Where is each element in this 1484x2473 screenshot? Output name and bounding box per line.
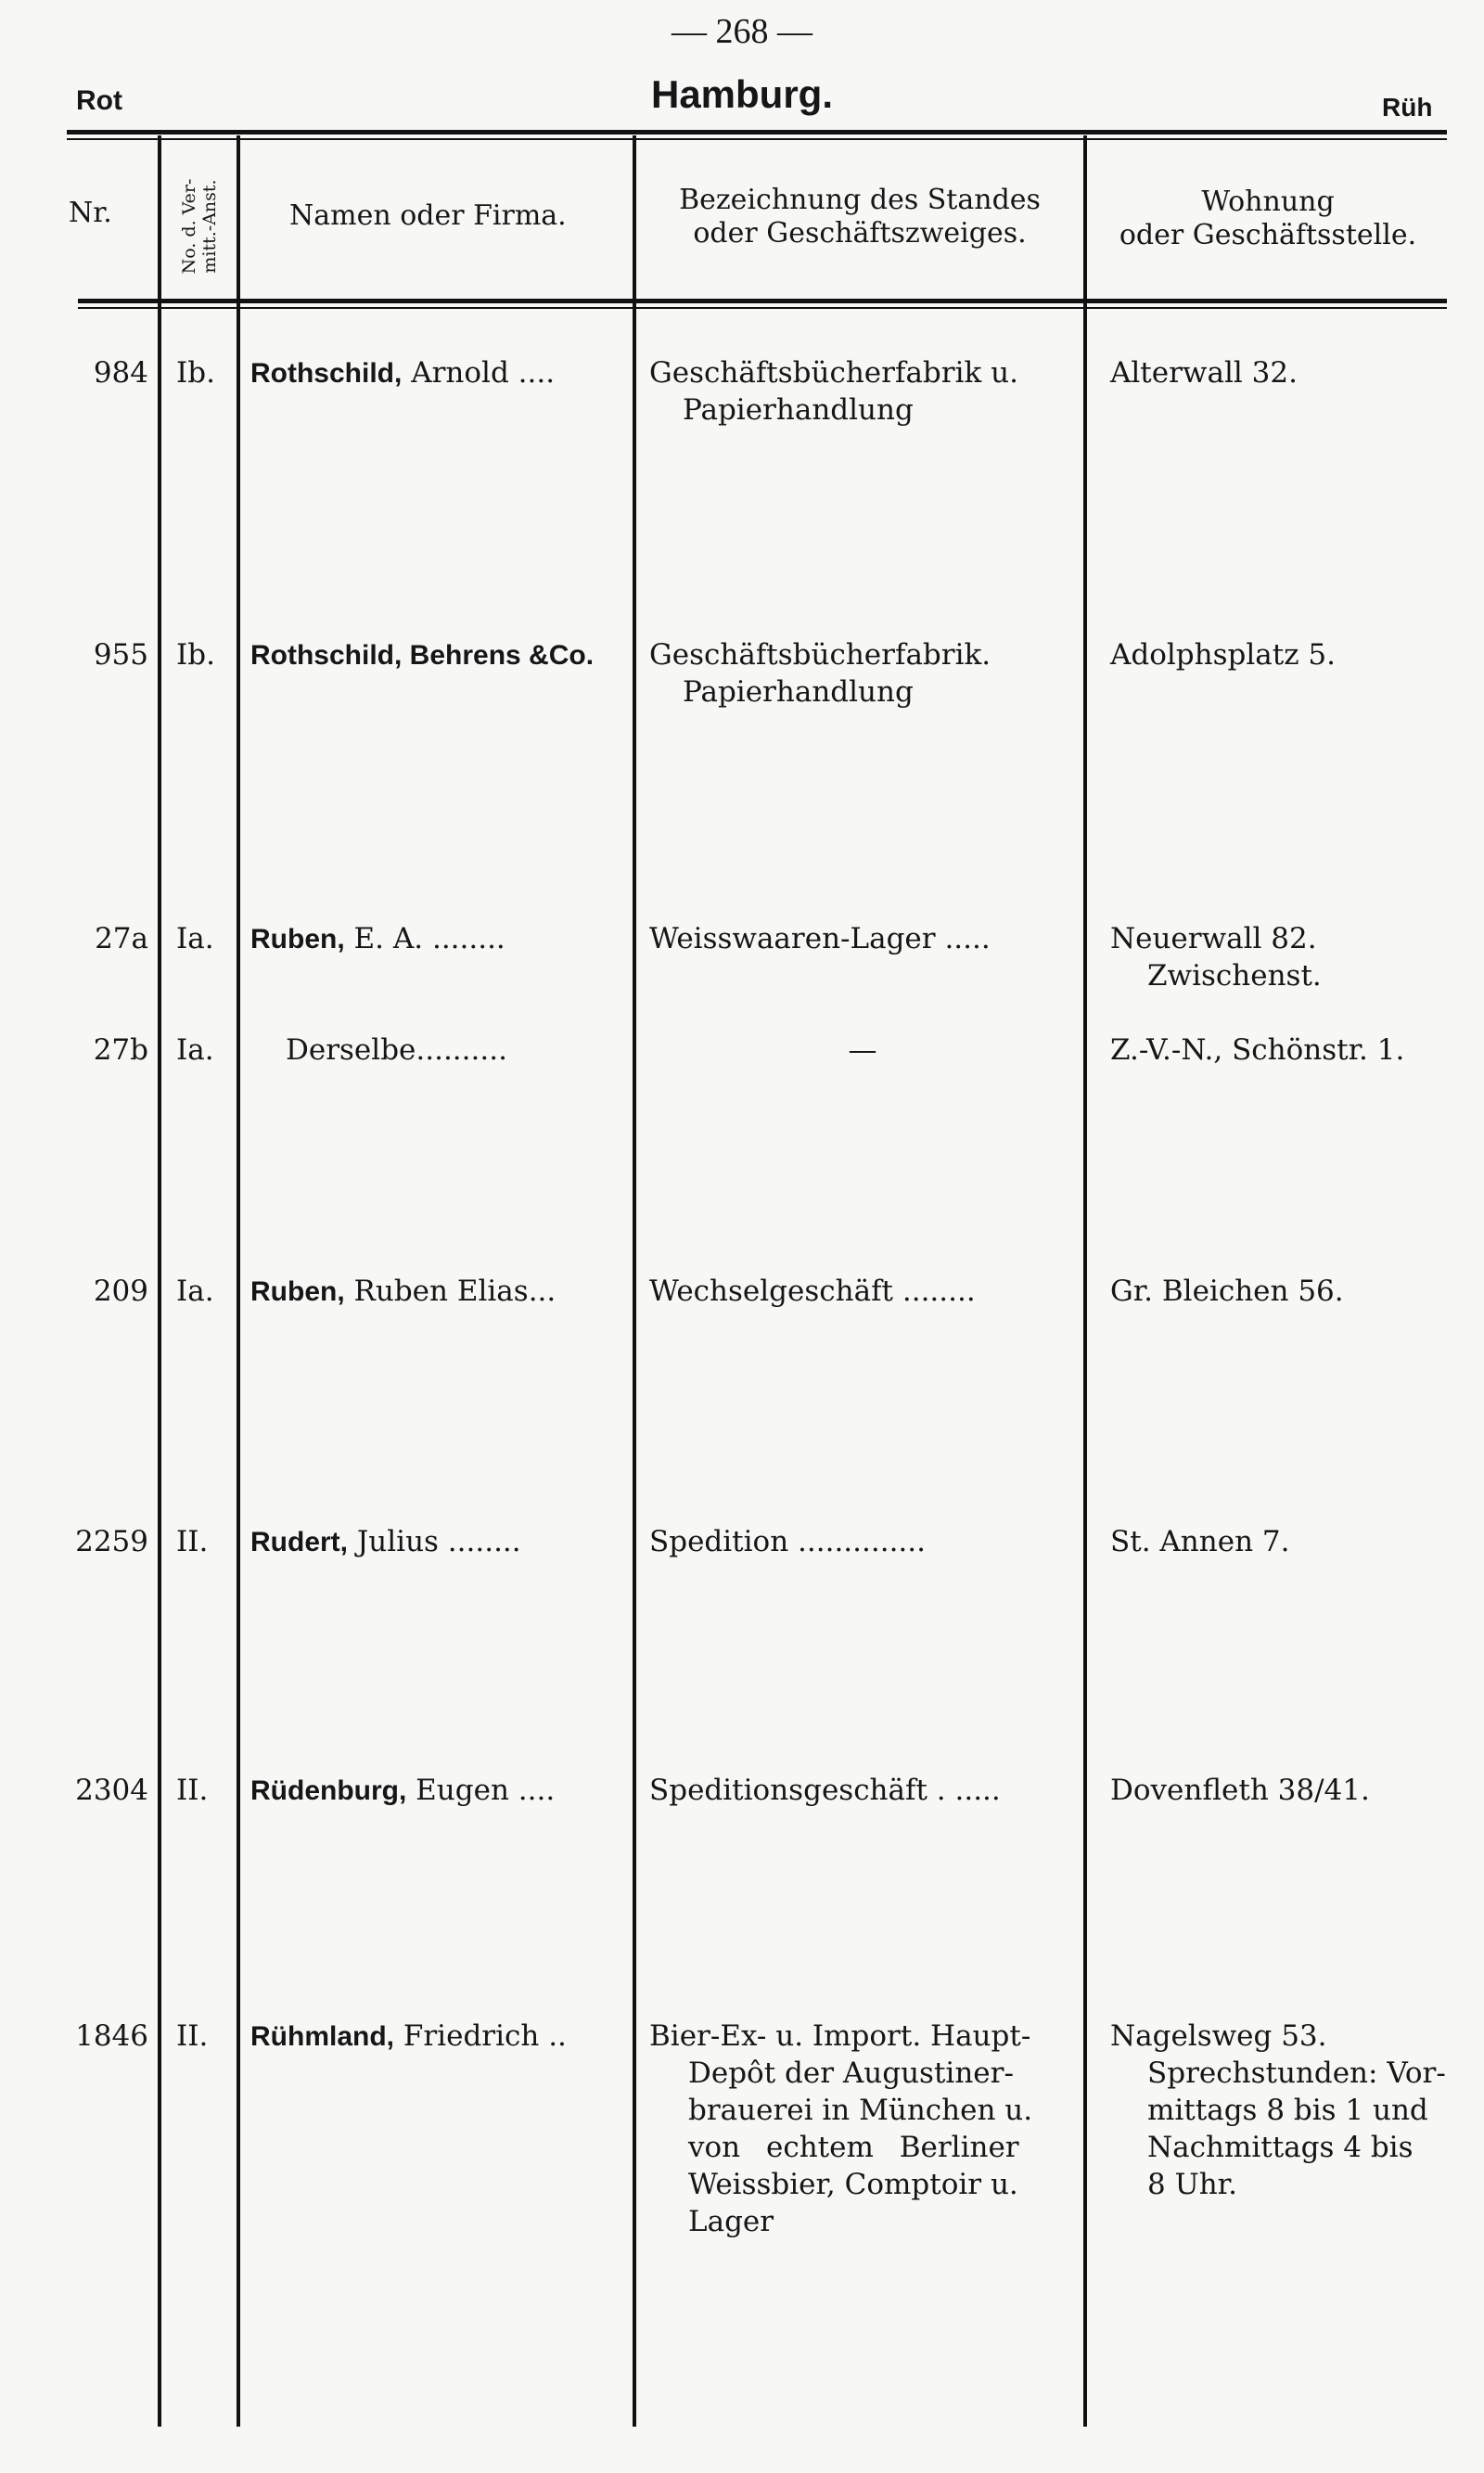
entry-address bbox=[1110, 2018, 1463, 2203]
page-number: — 268 — bbox=[672, 12, 812, 51]
header-business bbox=[636, 184, 1083, 250]
entry-address-line: Dovenfleth 38/41. bbox=[1110, 1774, 1370, 1807]
header-anst-line-1: No. d. Ver- bbox=[179, 178, 199, 275]
entry-business-line: Spedition .............. bbox=[649, 1525, 926, 1558]
header-anst-line-2: mitt.-Anst. bbox=[199, 179, 220, 274]
entry-name bbox=[250, 354, 555, 392]
running-head-left: Rot bbox=[76, 85, 122, 116]
entry-address bbox=[1110, 920, 1463, 994]
entry-name-bold: Rüdenburg, bbox=[250, 1775, 407, 1806]
header-business-line-1: Bezeichnung des Standes bbox=[679, 184, 1041, 216]
entry-number: 955 bbox=[93, 638, 148, 672]
entry-address-line: Gr. Bleichen 56. bbox=[1110, 1275, 1344, 1308]
entry-name-bold: Rothschild, Behrens &Co. bbox=[250, 640, 595, 671]
entry-number: 27a bbox=[95, 922, 148, 955]
entry-class: Ia. bbox=[176, 1275, 214, 1308]
entry-name bbox=[250, 1273, 556, 1311]
entry-business-line: Lager bbox=[688, 2205, 774, 2238]
entry-business-line: Weissbier, Comptoir u. bbox=[688, 2168, 1018, 2201]
entry-business-line: Speditionsgeschäft . ..... bbox=[649, 1774, 1001, 1807]
entry-business-line: Geschäftsbücherfabrik. bbox=[649, 638, 991, 672]
entry-address-line: St. Annen 7. bbox=[1110, 1525, 1290, 1558]
entry-business bbox=[649, 2018, 1076, 2240]
entry-business bbox=[649, 1031, 1076, 1069]
entry-business-line: Bier-Ex- u. Import. Haupt- bbox=[649, 2019, 1031, 2053]
entry-name-rest: Derselbe.......... bbox=[286, 1033, 507, 1067]
entry-name-rest: E. A. ........ bbox=[344, 922, 505, 955]
entry-class: II. bbox=[176, 2019, 209, 2053]
entry-class: Ia. bbox=[176, 922, 214, 955]
top-rule-thin bbox=[67, 138, 1447, 140]
header-name: Namen oder Firma. bbox=[289, 199, 567, 232]
column-rule-3 bbox=[633, 135, 636, 2427]
entry-name-bold: Ruben, bbox=[250, 924, 345, 955]
entry-business bbox=[649, 354, 1076, 429]
entry-name bbox=[250, 636, 594, 674]
entry-class: II. bbox=[176, 1525, 209, 1558]
entry-address bbox=[1110, 1772, 1463, 1809]
header-address-line-2: oder Geschäftsstelle. bbox=[1119, 219, 1417, 251]
entry-name bbox=[286, 1031, 507, 1070]
entry-business-line: brauerei in München u. bbox=[688, 2094, 1033, 2127]
entry-address-line: mittags 8 bis 1 und bbox=[1147, 2094, 1428, 2127]
entry-name-rest: Eugen .... bbox=[406, 1774, 556, 1807]
entry-business-line: Weisswaaren-Lager ..... bbox=[649, 922, 991, 955]
entry-name bbox=[250, 2018, 567, 2056]
running-head-right: Rüh bbox=[1382, 93, 1433, 122]
entry-number: 1846 bbox=[75, 2019, 148, 2053]
column-rule-4 bbox=[1083, 135, 1087, 2427]
entry-business-line: — bbox=[848, 1033, 877, 1067]
entry-number: 2304 bbox=[75, 1774, 148, 1807]
header-address-line-1: Wohnung bbox=[1201, 186, 1335, 218]
entry-address bbox=[1110, 1031, 1463, 1069]
entry-address-line: Alterwall 32. bbox=[1110, 356, 1298, 390]
entry-business bbox=[649, 920, 1076, 957]
header-anst bbox=[163, 139, 236, 297]
entry-address bbox=[1110, 1523, 1463, 1560]
entry-address-line: Sprechstunden: Vor- bbox=[1147, 2057, 1446, 2090]
entry-number: 2259 bbox=[75, 1525, 148, 1558]
entry-number: 27b bbox=[93, 1033, 148, 1067]
entry-name bbox=[250, 920, 505, 958]
entry-number: 984 bbox=[93, 356, 148, 390]
city-heading: Hamburg. bbox=[650, 72, 833, 116]
entry-business bbox=[649, 1523, 1076, 1560]
entry-class: Ib. bbox=[176, 356, 215, 390]
entry-business-line: von echtem Berliner bbox=[688, 2131, 1019, 2164]
entry-class: II. bbox=[176, 1774, 209, 1807]
entry-address bbox=[1110, 354, 1463, 391]
entry-name-rest: Arnold .... bbox=[402, 356, 556, 390]
entry-name bbox=[250, 1523, 521, 1561]
entry-business-line: Depôt der Augustiner- bbox=[688, 2057, 1014, 2090]
column-rule-1 bbox=[158, 135, 161, 2427]
entry-address-line: Nagelsweg 53. bbox=[1110, 2019, 1327, 2053]
entry-business-line: Wechselgeschäft ........ bbox=[649, 1275, 976, 1308]
entry-name bbox=[250, 1772, 555, 1810]
entry-address bbox=[1110, 636, 1463, 673]
header-rule bbox=[78, 299, 1447, 303]
entry-address-line: 8 Uhr. bbox=[1147, 2168, 1237, 2201]
entry-business bbox=[649, 636, 1076, 711]
entry-address-line: Adolphsplatz 5. bbox=[1110, 638, 1336, 672]
entry-class: Ia. bbox=[176, 1033, 214, 1067]
entry-business-line: Geschäftsbücherfabrik u. bbox=[649, 356, 1018, 390]
entry-name-bold: Rühmland, bbox=[250, 2021, 394, 2052]
header-rule-thin bbox=[78, 307, 1447, 309]
top-rule bbox=[67, 130, 1447, 135]
entry-address-line: Neuerwall 82. bbox=[1110, 922, 1317, 955]
entry-address bbox=[1110, 1273, 1463, 1310]
entry-name-bold: Rothschild, bbox=[250, 358, 403, 389]
entry-address-line: Z.-V.-N., Schönstr. 1. bbox=[1110, 1033, 1405, 1067]
entry-name-rest: Friedrich .. bbox=[394, 2019, 567, 2053]
entry-name-bold: Ruben, bbox=[250, 1276, 345, 1307]
entry-class: Ib. bbox=[176, 638, 215, 672]
entry-business bbox=[649, 1772, 1076, 1809]
entry-number: 209 bbox=[93, 1275, 148, 1308]
entry-name-rest: Ruben Elias... bbox=[344, 1275, 556, 1308]
entry-address-line: Nachmittags 4 bis bbox=[1147, 2131, 1414, 2164]
header-business-line-2: oder Geschäftszweiges. bbox=[693, 217, 1027, 250]
entry-business bbox=[649, 1273, 1076, 1310]
entry-name-rest: Julius ........ bbox=[348, 1525, 521, 1558]
header-nr: Nr. bbox=[69, 197, 112, 229]
entry-name-bold: Rudert, bbox=[250, 1527, 348, 1557]
entry-business-line: Papierhandlung bbox=[683, 675, 914, 709]
entry-business-line: Papierhandlung bbox=[683, 393, 914, 427]
entry-address-line: Zwischenst. bbox=[1147, 959, 1322, 993]
column-rule-2 bbox=[237, 135, 240, 2427]
header-address bbox=[1087, 186, 1449, 252]
